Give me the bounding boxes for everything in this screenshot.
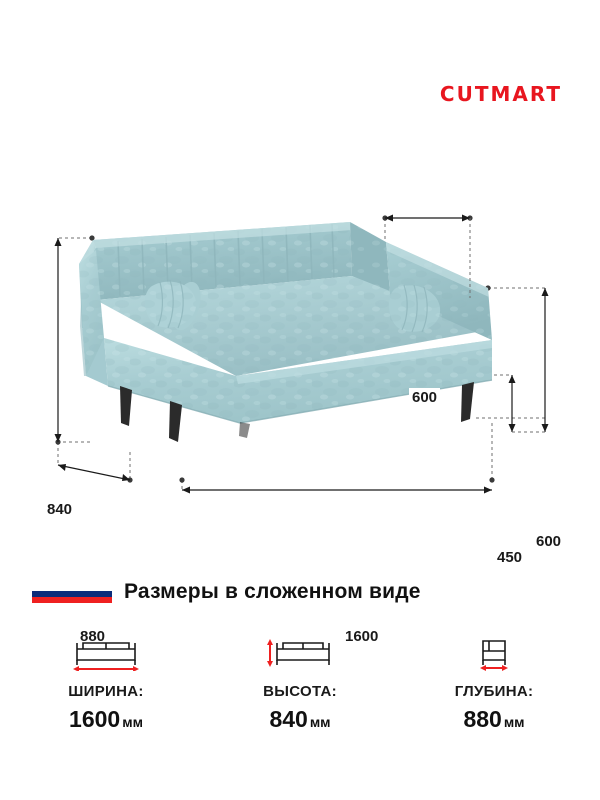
sofa-depth-icon (419, 625, 569, 671)
spec-number-height: 840 (269, 706, 308, 732)
brand-logo: CUTMART (439, 82, 562, 106)
dimension-label-depth: 880 (77, 627, 108, 646)
spec-number-width: 1600 (69, 706, 121, 732)
sofa-illustration (0, 180, 600, 510)
spec-item-width (31, 625, 181, 733)
spec-list (0, 625, 600, 733)
flag-stripe-red (32, 597, 112, 603)
sofa-height-icon (225, 625, 375, 671)
section-title: Размеры в сложенном виде (124, 580, 421, 603)
spec-value-depth (419, 706, 569, 733)
spec-value-height (225, 706, 375, 733)
dimension-label-height: 840 (44, 500, 75, 519)
sofa-width-icon (31, 625, 181, 671)
spec-caption-height: ВЫСОТА: (263, 683, 337, 700)
dimension-label-depth-top: 600 (409, 388, 440, 407)
dimension-label-width: 1600 (342, 627, 381, 646)
dimension-label-seat-height: 450 (494, 548, 525, 567)
spec-item-height (225, 625, 375, 733)
spec-caption-depth: ГЛУБИНА: (454, 683, 534, 700)
spec-unit-height: мм (309, 714, 331, 730)
spec-value-width (31, 706, 181, 733)
spec-unit-depth: мм (503, 714, 525, 730)
dimension-label-back-height: 600 (533, 532, 564, 551)
spec-caption-width: ШИРИНА: (68, 683, 144, 700)
spec-unit-width: мм (122, 714, 143, 730)
spec-item-depth (419, 625, 569, 733)
spec-number-depth: 880 (463, 706, 502, 732)
flag-accent (32, 585, 112, 603)
